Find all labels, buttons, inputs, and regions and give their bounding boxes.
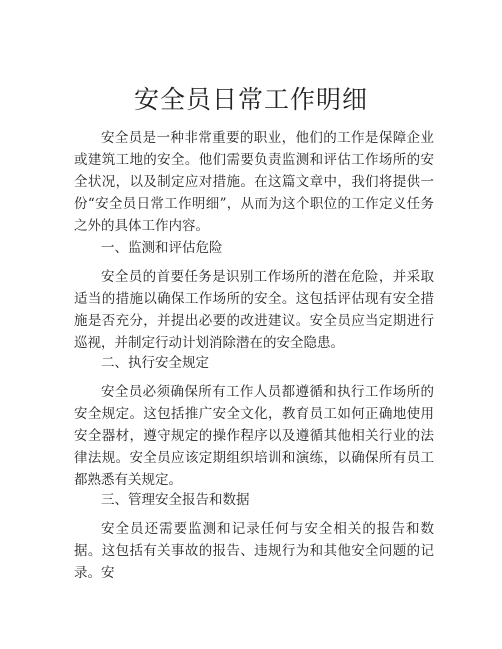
intro-paragraph: 安全员是一种非常重要的职业，他们的工作是保障企业或建筑工地的安全。他们需要负责监测和评估工作场所的安全状况，以及制定应对措施。在这篇文章中，我们将提供一份“安全员日常工作明细”，从而为这个职位的工作定义任务之外的具体工作内容。 xyxy=(74,130,434,234)
section-body-3: 安全员还需要监测和记录任何与安全相关的报告和数据。这包括有关事故的报告、违规行为和其他安全问题的记录。安 xyxy=(74,521,434,581)
section-body-1: 安全员的首要任务是识别工作场所的潜在危险，并采取适当的措施以确保工作场所的安全。这包括评估现有安全措施是否充分，并提出必要的改进建议。安全员应当定期进行巡视，并制定行动计划消除潜在的安全隐患。 xyxy=(74,269,434,351)
section-heading-1: 一、监测和评估危险 xyxy=(101,240,223,256)
section-heading-3: 三、管理安全报告和数据 xyxy=(101,492,250,508)
section-body-2: 安全员必须确保所有工作人员都遵循和执行工作场所的安全规定。这包括推广安全文化，教育员工如何正确地使用安全器材，遵守规定的操作程序以及遵循其他相关行业的法律法规。安全员应该定期组织培训和演练，以确保所有员工都熟悉有关规定。 xyxy=(74,384,434,488)
document-title: 安全员日常工作明细 xyxy=(133,85,368,114)
section-heading-2: 二、执行安全规定 xyxy=(101,355,209,371)
